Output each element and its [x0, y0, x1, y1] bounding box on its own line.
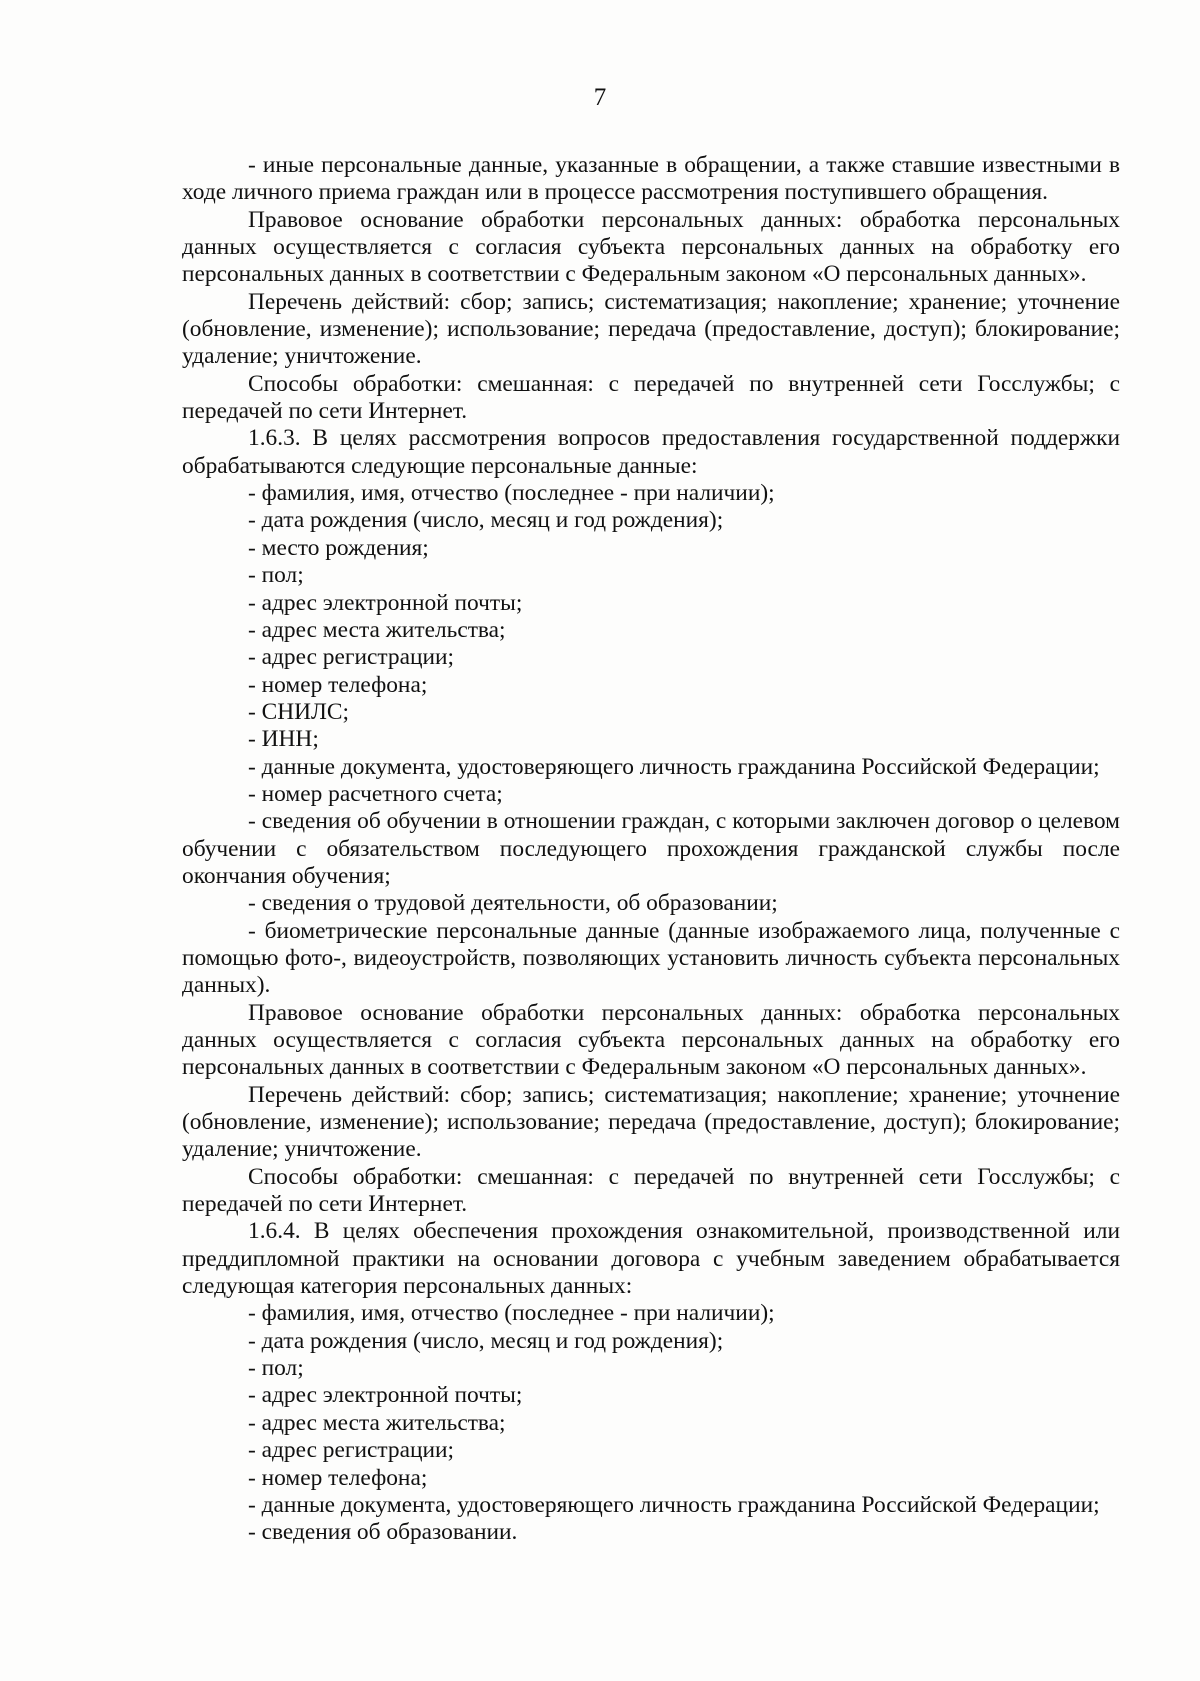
list-item: - номер телефона;: [248, 1464, 428, 1491]
paragraph: Правовое основание обработки персональных данных: обработка персональных данных осуществляется с согласия субъекта персональных данных на обработку его персональных данных в соответствии с Федеральным законом «О персональных данных».: [182, 999, 1120, 1081]
paragraph: Способы обработки: смешанная: с передачей по внутренней сети Госслужбы; с передачей по сети Интернет.: [182, 1163, 1120, 1218]
list-item: - пол;: [248, 1355, 304, 1382]
list-item: - номер расчетного счета;: [248, 780, 503, 807]
paragraph: Перечень действий: сбор; запись; систематизация; накопление; хранение; уточнение (обновление, изменение); использование; передача (предоставление, доступ); блокирование; удаление; уничтожение.: [182, 288, 1120, 370]
section-heading-1-6-4: 1.6.4. В целях обеспечения прохождения ознакомительной, производственной или преддипломной практики на основании договора с учебным заведением обрабатывается следующая категория персональных данных:: [182, 1218, 1120, 1300]
list-item: - данные документа, удостоверяющего личность гражданина Российской Федерации;: [248, 1491, 1100, 1518]
list-item: - адрес электронной почты;: [248, 1382, 523, 1409]
list-item: - данные документа, удостоверяющего личность гражданина Российской Федерации;: [248, 753, 1100, 780]
list-item: - фамилия, имя, отчество (последнее - при наличии);: [248, 1300, 775, 1327]
list-item: - фамилия, имя, отчество (последнее - при наличии);: [248, 480, 775, 507]
paragraph: Способы обработки: смешанная: с передачей по внутренней сети Госслужбы; с передачей по сети Интернет.: [182, 370, 1120, 425]
list-item: - дата рождения (число, месяц и год рождения);: [248, 507, 724, 534]
list-item: - сведения об образовании.: [248, 1519, 518, 1546]
document-body: [182, 152, 1120, 1547]
list-item: - адрес электронной почты;: [248, 589, 523, 616]
paragraph: - иные персональные данные, указанные в обращении, а также ставшие известными в ходе личного приема граждан или в процессе рассмотрения поступившего обращения.: [182, 152, 1120, 206]
list-item: - место рождения;: [248, 534, 429, 561]
list-item: - адрес места жительства;: [248, 1409, 506, 1436]
list-item: - биометрические персональные данные (данные изображаемого лица, полученные с помощью фото-, видеоустройств, позволяющих установить личность субъекта персональных данных).: [182, 917, 1120, 999]
section-heading-1-6-3: 1.6.3. В целях рассмотрения вопросов предоставления государственной поддержки обрабатываются следующие персональные данные:: [182, 425, 1120, 479]
list-item: - сведения об обучении в отношении граждан, с которыми заключен договор о целевом обучении с обязательством последующего прохождения гражданской службы после окончания обучения;: [182, 808, 1120, 889]
list-item: - пол;: [248, 562, 304, 589]
list-item: - СНИЛС;: [248, 698, 349, 725]
paragraph: Перечень действий: сбор; запись; систематизация; накопление; хранение; уточнение (обновление, изменение); использование; передача (предоставление, доступ); блокирование; удаление; уничтожение.: [182, 1081, 1120, 1163]
list-item: - адрес места жительства;: [248, 616, 506, 643]
page-number: 7: [593, 84, 607, 111]
paragraph: Правовое основание обработки персональных данных: обработка персональных данных осуществляется с согласия субъекта персональных данных на обработку его персональных данных в соответствии с Федеральным законом «О персональных данных».: [182, 206, 1120, 288]
list-item: - сведения о трудовой деятельности, об образовании;: [248, 890, 778, 917]
list-item: - ИНН;: [248, 726, 319, 753]
list-item: - адрес регистрации;: [248, 644, 455, 671]
list-item: - дата рождения (число, месяц и год рождения);: [248, 1327, 724, 1354]
list-item: - адрес регистрации;: [248, 1437, 455, 1464]
list-item: - номер телефона;: [248, 671, 428, 698]
